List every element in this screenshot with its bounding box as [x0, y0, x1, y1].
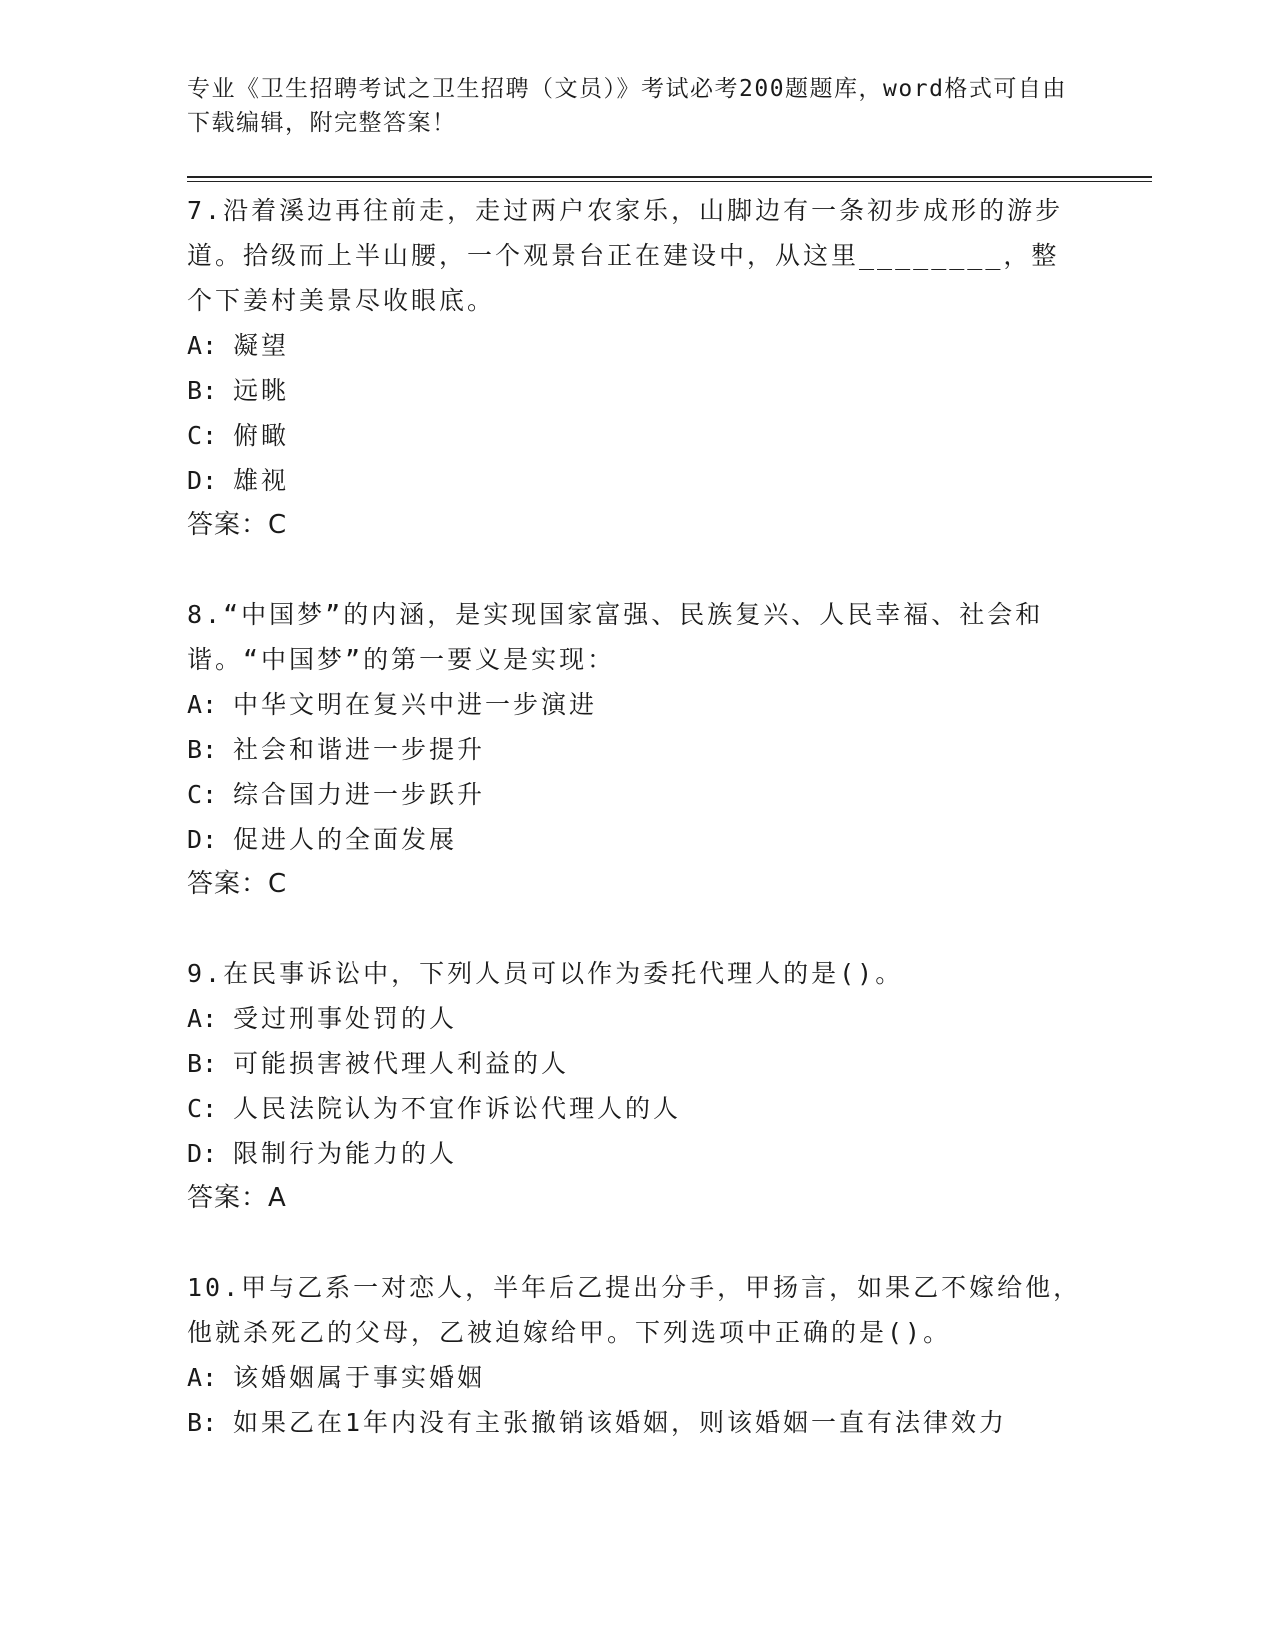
option-letter: A:: [187, 331, 218, 360]
option-text: 如果乙在1年内没有主张撤销该婚姻，则该婚姻一直有法律效力: [233, 1408, 1008, 1437]
option-letter: B:: [187, 735, 218, 764]
option-letter: D:: [187, 466, 218, 495]
option-c: [187, 413, 1087, 458]
option-b: [187, 1041, 1087, 1086]
question-stem: 9.在民事诉讼中，下列人员可以作为委托代理人的是()。: [187, 959, 904, 988]
question-8: [187, 592, 1087, 907]
option-text: 该婚姻属于事实婚姻: [233, 1363, 486, 1392]
option-text: 可能损害被代理人利益的人: [233, 1049, 570, 1078]
option-b: [187, 727, 1087, 772]
question-10: [187, 1265, 1087, 1445]
option-d: [187, 817, 1087, 862]
question-stem: 8.“中国梦”的内涵，是实现国家富强、民族复兴、人民幸福、社会和谐。“中国梦”的第一要义是实现：: [187, 600, 1044, 674]
option-text: 中华文明在复兴中进一步演进: [233, 690, 598, 719]
option-d: [187, 1131, 1087, 1176]
question-list: [187, 188, 1087, 1489]
header-divider: [187, 176, 1152, 182]
option-letter: C:: [187, 1094, 218, 1123]
option-letter: D:: [187, 825, 218, 854]
option-c: [187, 1086, 1087, 1131]
question-stem: 7.沿着溪边再往前走，走过两户农家乐，山脚边有一条初步成形的游步道。拾级而上半山腰，一个观景台正在建设中，从这里________，整个下姜村美景尽收眼底。: [187, 196, 1064, 315]
option-letter: D:: [187, 1139, 218, 1168]
option-text: 限制行为能力的人: [233, 1139, 458, 1168]
option-letter: A:: [187, 690, 218, 719]
option-text: 人民法院认为不宜作诉讼代理人的人: [233, 1094, 682, 1123]
option-letter: A:: [187, 1004, 218, 1033]
option-text: 综合国力进一步跃升: [233, 780, 486, 809]
option-c: [187, 772, 1087, 817]
option-b: [187, 1400, 1087, 1445]
option-letter: B:: [187, 376, 218, 405]
option-a: [187, 996, 1087, 1041]
option-letter: A:: [187, 1363, 218, 1392]
option-b: [187, 368, 1087, 413]
option-letter: C:: [187, 780, 218, 809]
option-letter: B:: [187, 1408, 218, 1437]
option-letter: B:: [187, 1049, 218, 1078]
option-text: 凝望: [233, 331, 290, 360]
question-stem: 10.甲与乙系一对恋人，半年后乙提出分手，甲扬言，如果乙不嫁给他，他就杀死乙的父母，乙被迫嫁给甲。下列选项中正确的是()。: [187, 1273, 1082, 1347]
question-7: [187, 188, 1087, 548]
option-a: [187, 323, 1087, 368]
option-text: 俯瞰: [233, 421, 290, 450]
answer-line: 答案：C: [187, 869, 288, 899]
option-letter: C:: [187, 421, 218, 450]
option-text: 雄视: [233, 466, 290, 495]
answer-line: 答案：C: [187, 510, 288, 540]
option-a: [187, 1355, 1087, 1400]
option-a: [187, 682, 1087, 727]
option-text: 受过刑事处罚的人: [233, 1004, 458, 1033]
document-header: 专业《卫生招聘考试之卫生招聘（文员）》考试必考200题题库，word格式可自由下载编辑，附完整答案！: [187, 76, 1067, 136]
option-text: 促进人的全面发展: [233, 825, 458, 854]
option-d: [187, 458, 1087, 503]
option-text: 远眺: [233, 376, 290, 405]
question-9: [187, 951, 1087, 1221]
option-text: 社会和谐进一步提升: [233, 735, 486, 764]
answer-line: 答案：A: [187, 1183, 287, 1213]
